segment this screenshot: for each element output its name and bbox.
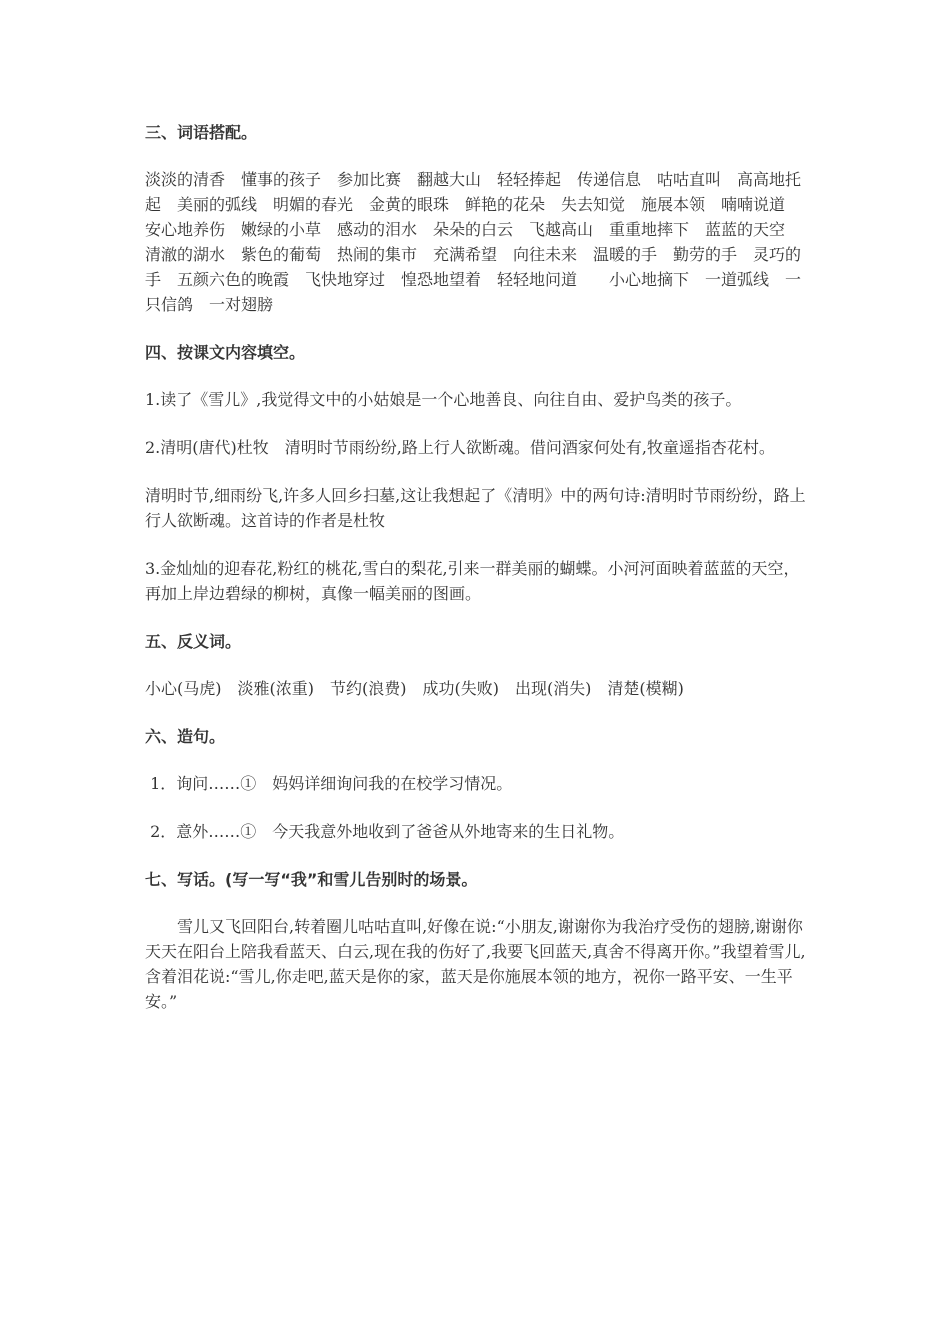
section-heading-7: 七、写话。(写一写“我”和雪儿告别时的场景。 [145,870,478,889]
fill-blank-paragraph-3: 清明时节,细雨纷飞,许多人回乡扫墓,这让我想起了《清明》中的两句诗:清明时节雨纷纷，路上行人欲断魂。这首诗的作者是杜牧 [145,486,806,530]
section-heading-4: 四、按课文内容填空。 [145,343,306,362]
writing-paragraph: 雪儿又飞回阳台,转着圈儿咕咕直叫,好像在说:“小朋友,谢谢你为我治疗受伤的翅膀,谢谢你天天在阳台上陪我看蓝天、白云,现在我的伤好了,我要飞回蓝天,真舍不得离开你。”我望着雪儿,含着泪花说:“雪儿,你走吧,蓝天是你的家，蓝天是你施展本领的地方，祝你一路平安、一生平安。” [145,917,806,1011]
sentence-item-1: 1．询问……① 妈妈详细询问我的在校学习情况。 [145,774,513,793]
word-pairs-paragraph: 淡淡的清香 懂事的孩子 参加比赛 翻越大山 轻轻捧起 传递信息 咕咕直叫 高高地托起 美丽的弧线 明媚的春光 金黄的眼珠 鲜艳的花朵 失去知觉 施展本领 喃喃说道 安心地养伤 嫩绿的小草 感动的泪水 朵朵的白云 飞越高山 重重地摔下 蓝蓝的天空 清澈的湖水 紫色的葡萄 热闹的集市 充满希望 向往未来 温暖的手 勤劳的手 灵巧的手 五颜六色的晚霞 飞快地穿过 惶恐地望着 轻轻地问道 小心地摘下 一道弧线 一只信鸽 一对翅膀 [145,170,802,314]
fill-blank-paragraph-4: 3.金灿灿的迎春花,粉红的桃花,雪白的梨花,引来一群美丽的蝴蝶。小河河面映着蓝蓝的天空，再加上岸边碧绿的柳树，真像一幅美丽的图画。 [145,559,800,603]
sentence-item-2: 2．意外……① 今天我意外地收到了爸爸从外地寄来的生日礼物。 [145,822,625,841]
section-heading-5: 五、反义词。 [145,632,242,651]
section-heading-6: 六、造句。 [145,727,226,746]
section-heading-3: 三、词语搭配。 [145,123,258,142]
document-page [145,120,810,1014]
antonyms-paragraph: 小心(马虎) 淡雅(浓重) 节约(浪费) 成功(失败) 出现(消失) 清楚(模糊) [145,679,684,698]
fill-blank-paragraph-2: 2.清明(唐代)杜牧 清明时节雨纷纷,路上行人欲断魂。借问酒家何处有,牧童遥指杏花村。 [145,438,775,457]
fill-blank-paragraph-1: 1.读了《雪儿》,我觉得文中的小姑娘是一个心地善良、向往自由、爱护鸟类的孩子。 [145,390,742,409]
